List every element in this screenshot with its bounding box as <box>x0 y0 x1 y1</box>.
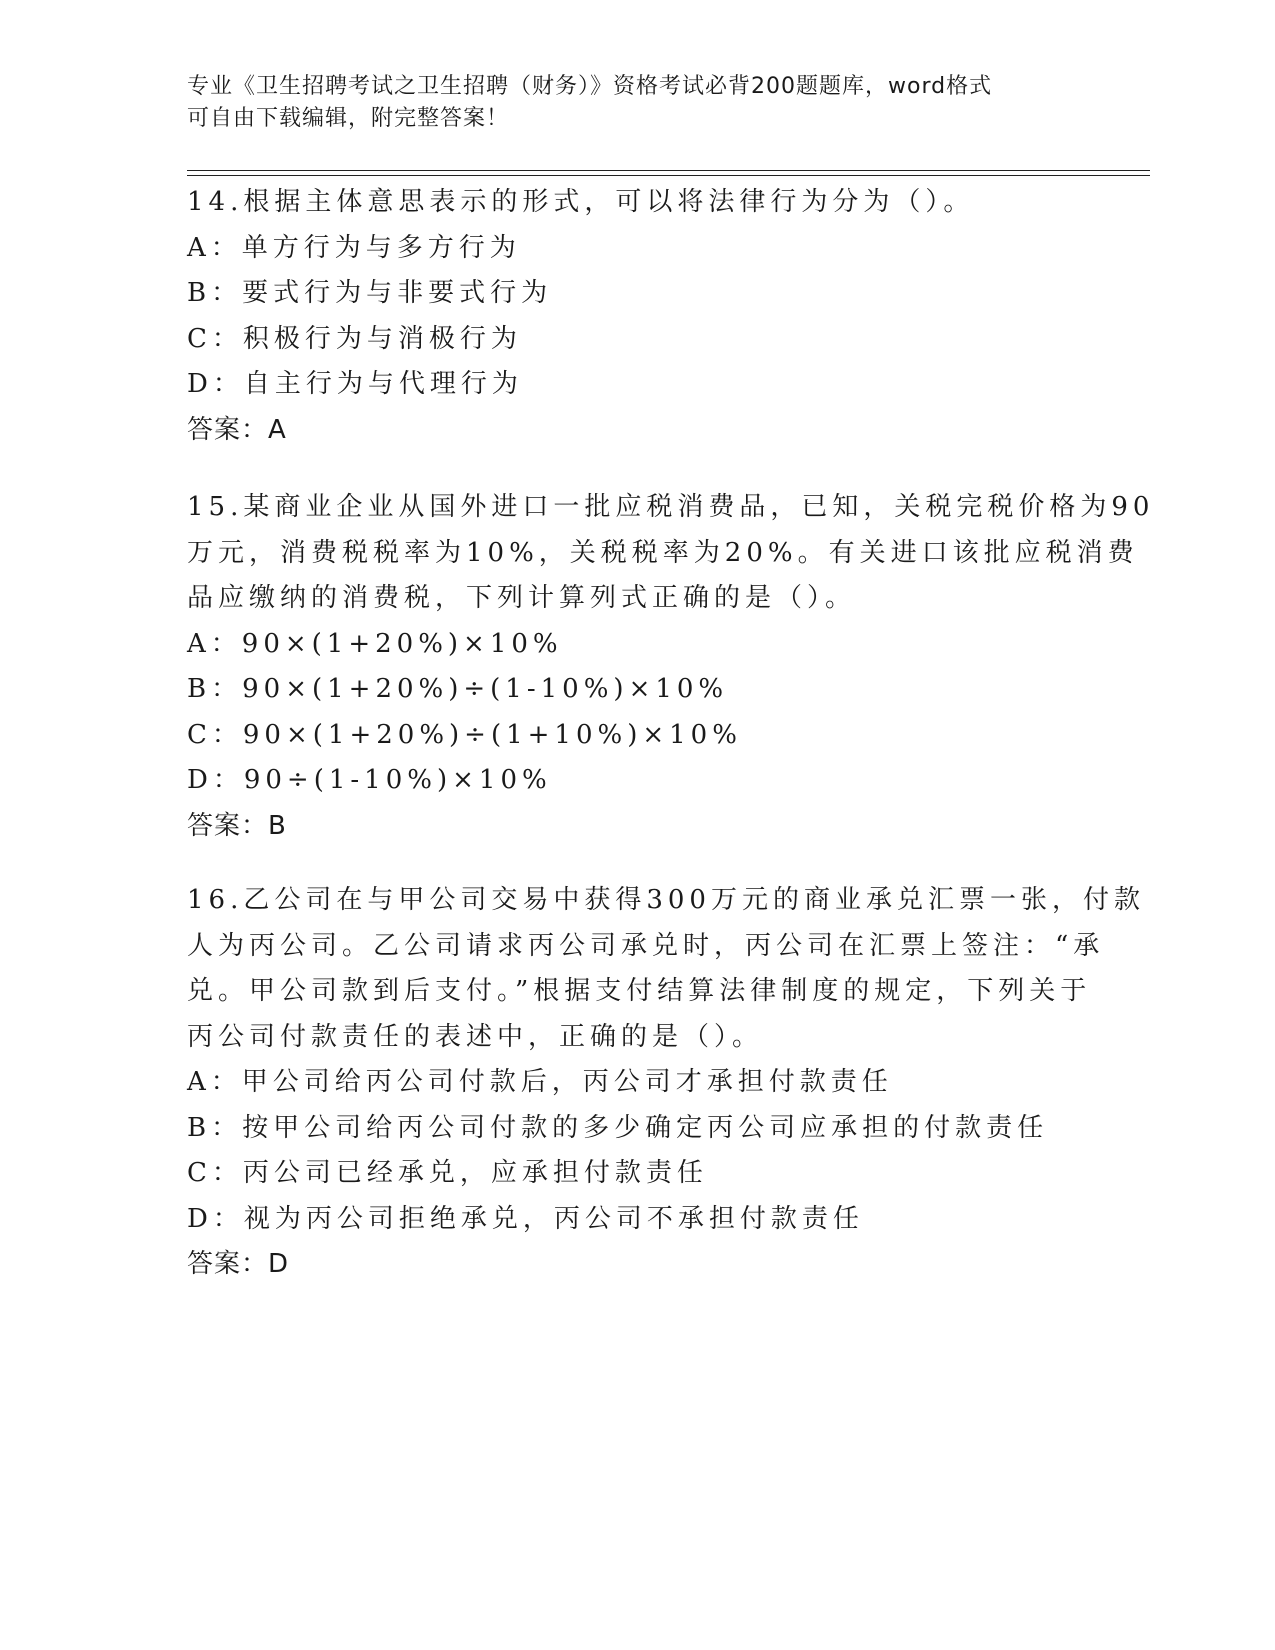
answer: 答案：B <box>187 810 287 841</box>
question-16 <box>187 878 1145 1288</box>
question-stem: 品应缴纳的消费税，下列计算列式正确的是（）。 <box>187 583 857 613</box>
header-divider-bottom <box>187 175 1150 176</box>
question-stem: 兑。甲公司款到后支付。”根据支付结算法律制度的规定，下列关于 <box>187 976 1092 1006</box>
question-stem: 万元，消费税税率为10%，关税税率为20%。有关进口该批应税消费 <box>187 537 1139 568</box>
question-14 <box>187 180 1087 453</box>
option-a: A：甲公司给丙公司付款后，丙公司才承担付款责任 <box>187 1067 893 1097</box>
option-d: D：自主行为与代理行为 <box>187 369 523 399</box>
header-divider-top <box>187 170 1150 171</box>
document-header-line-2: 可自由下载编辑，附完整答案！ <box>187 106 510 131</box>
option-b: B：90×(1+20%)÷(1-10%)×10% <box>187 674 729 704</box>
option-d: D：90÷(1-10%)×10% <box>187 765 552 795</box>
option-d: D：视为丙公司拒绝承兑，丙公司不承担付款责任 <box>187 1203 864 1234</box>
option-a: A：90×(1+20%)×10% <box>187 628 563 659</box>
option-c: C：90×(1+20%)÷(1+10%)×10% <box>187 719 742 750</box>
question-stem: 16.乙公司在与甲公司交易中获得300万元的商业承兑汇票一张，付款 <box>187 885 1145 915</box>
question-stem: 丙公司付款责任的表述中，正确的是（）。 <box>187 1021 764 1052</box>
question-stem: 人为丙公司。乙公司请求丙公司承兑时，丙公司在汇票上签注：“承 <box>187 930 1105 961</box>
option-c: C：丙公司已经承兑，应承担付款责任 <box>187 1158 708 1188</box>
option-a: A：单方行为与多方行为 <box>187 232 521 263</box>
answer: 答案：D <box>187 1249 290 1279</box>
option-c: C：积极行为与消极行为 <box>187 323 522 354</box>
question-15 <box>187 485 1155 849</box>
question-stem: 15.某商业企业从国外进口一批应税消费品，已知，关税完税价格为90 <box>187 492 1155 522</box>
option-b: B：要式行为与非要式行为 <box>187 278 553 308</box>
option-b: B：按甲公司给丙公司付款的多少确定丙公司应承担的付款责任 <box>187 1112 1049 1143</box>
document-header-line-1: 专业《卫生招聘考试之卫生招聘（财务）》资格考试必背200题题库，word格式 <box>187 74 993 99</box>
answer: 答案：A <box>187 414 287 445</box>
question-stem: 14.根据主体意思表示的形式，可以将法律行为分为（）。 <box>187 187 975 217</box>
